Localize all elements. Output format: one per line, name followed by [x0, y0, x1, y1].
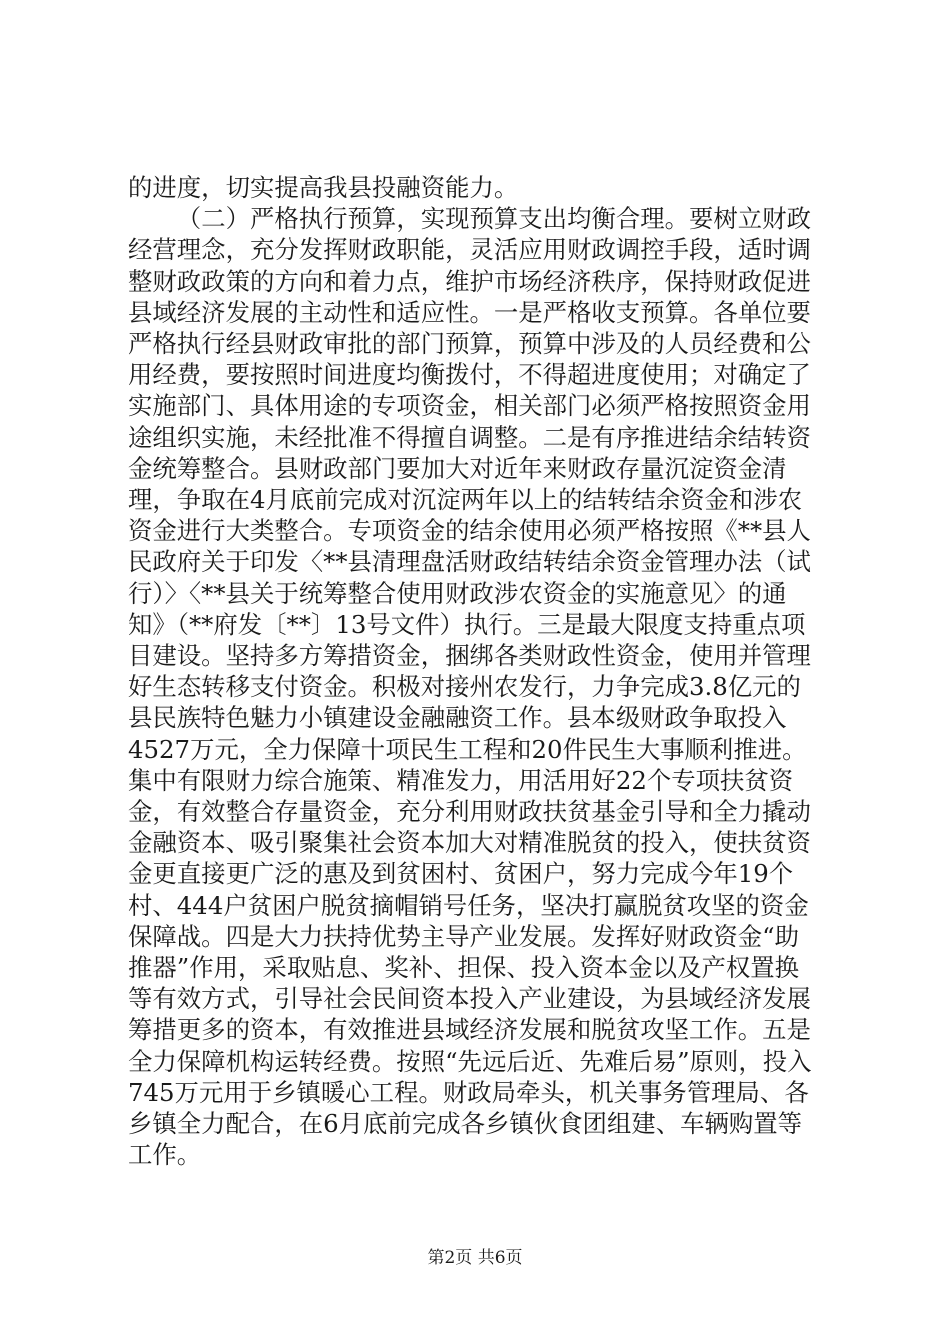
- paragraph-continuation: 的进度，切实提高我县投融资能力。: [128, 173, 519, 202]
- page-number-footer: 第2页 共6页: [427, 1248, 523, 1268]
- paragraph-budget-execution: （二）严格执行预算，实现预算支出均衡合理。要树立财政经营理念，充分发挥财政职能，灵活应用财政调控手段，适时调整财政政策的方向和着力点，维护市场经济秩序，保持财政促进县域经济发展的主动性和适应性。一是严格收支预算。各单位要严格执行经县财政审批的部门预算，预算中涉及的人员经费和公用经费，要按照时间进度均衡拨付，不得超进度使用；对确定了实施部门、具体用途的专项资金，相关部门必须严格按照资金用途组织实施，未经批准不得擅自调整。二是有序推进结余结转资金统筹整合。县财政部门要加大对近年来财政存量沉淀资金清理，争取在4月底前完成对沉淀两年以上的结转结余资金和涉农资金进行大类整合。专项资金的结余使用必须严格按照《**县人民政府关于印发〈**县清理盘活财政结转结余资金管理办法（试行）〉〈**县关于统筹整合使用财政涉农资金的实施意见〉的通知》（**府发〔**〕13号文件）执行。三是最大限度支持重点项目建设。坚持多方筹措资金，捆绑各类财政性资金，使用并管理好生态转移支付资金。积极对接州农发行，力争完成3.8亿元的县民族特色魅力小镇建设金融融资工作。县本级财政争取投入4527万元，全力保障十项民生工程和20件民生大事顺利推进。集中有限财力综合施策、精准发力，用活用好22个专项扶贫资金，有效整合存量资金，充分利用财政扶贫基金引导和全力撬动金融资本、吸引聚集社会资本加大对精准脱贫的投入，使扶贫资金更直接更广泛的惠及到贫困村、贫困户，努力完成今年19个村、444户贫困户脱贫摘帽销号任务，坚决打赢脱贫攻坚的资金保障战。四是大力扶持优势主导产业发展。发挥好财政资金“助推器”作用，采取贴息、奖补、担保、投入资本金以及产权置换等有效方式，引导社会民间资本投入产业建设，为县域经济发展筹措更多的资本，有效推进县域经济发展和脱贫攻坚工作。五是全力保障机构运转经费。按照“先远后近、先难后易”原则，投入745万元用于乡镇暖心工程。财政局牵头，机关事务管理局、各乡镇全力配合，在6月底前完成各乡镇伙食团组建、车辆购置等工作。: [128, 204, 812, 1170]
- document-body: [128, 172, 818, 1171]
